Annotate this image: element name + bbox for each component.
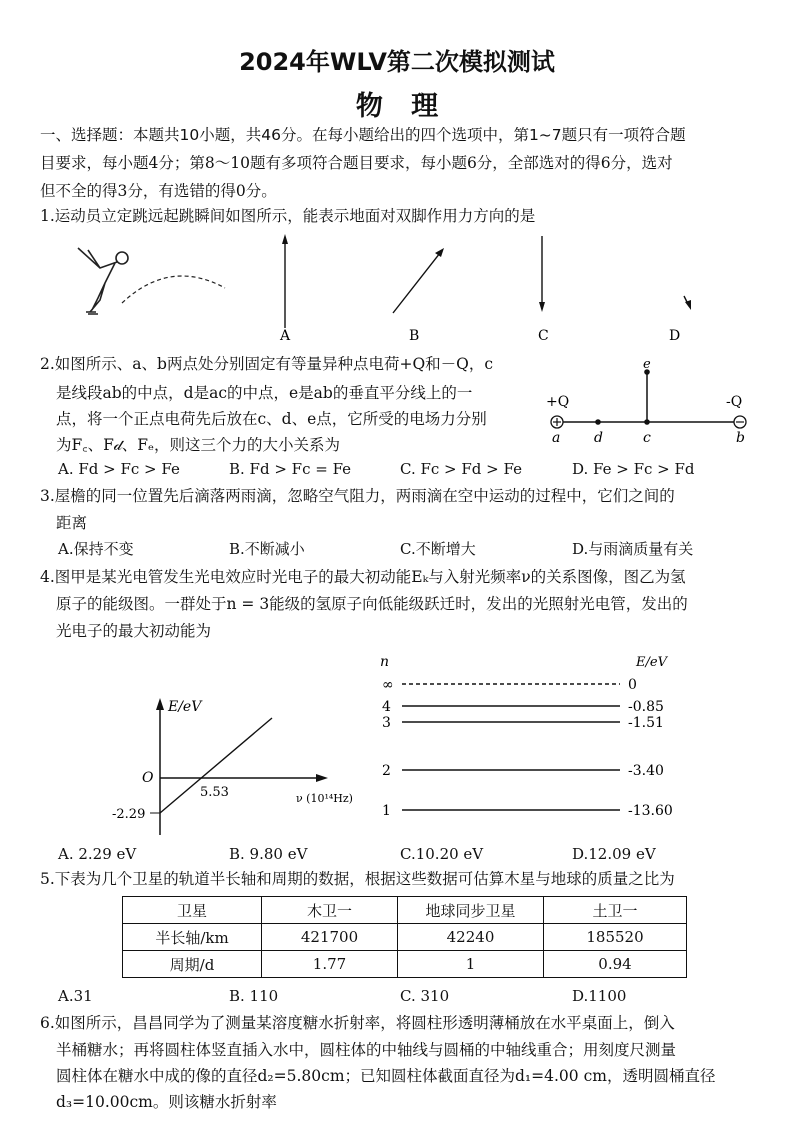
q4-line3: 光电子的最大初动能为 [56, 622, 212, 640]
section-instruction-line1: 一、选择题：本题共10小题，共46分。在每小题给出的四个选项中，第1~7题只有一项符合题 [40, 126, 686, 144]
table-header-cell: 木卫一 [262, 897, 398, 924]
energy-level-n: 2 [382, 763, 391, 779]
q4-option-a: A. 2.29 eV [58, 845, 137, 863]
arrow-b-head [435, 248, 444, 257]
q2-option-d: D. Fe > Fc > Fd [572, 460, 695, 478]
graph-intercept-x: 5.53 [200, 785, 229, 800]
q2-option-b: B. Fd > Fc = Fe [229, 460, 352, 478]
q4-option-c: C.10.20 eV [400, 845, 484, 863]
energy-level-n: 1 [382, 803, 391, 819]
graph-ylabel: E/eV [168, 699, 202, 715]
levels-n-label: n [380, 654, 390, 670]
table-row [123, 951, 687, 978]
table-cell: 周期/d [123, 951, 262, 978]
arrow-b [393, 253, 440, 313]
table-header-cell: 土卫一 [544, 897, 687, 924]
q2-line2: 是线段ab的中点，d是ac的中点，e是ab的垂直平分线上的一 [56, 384, 473, 402]
table-cell: 42240 [398, 924, 544, 951]
q3-line2: 距离 [56, 514, 88, 532]
q6-line1: 6.如图所示，昌昌同学为了测量某溶度糖水折射率，将圆柱形透明薄桶放在水平桌面上，倒入 [40, 1014, 675, 1032]
table-header-cell: 地球同步卫星 [398, 897, 544, 924]
table-header-row [123, 897, 687, 924]
subject-title: 物 理 [355, 91, 439, 122]
jumper-figure [78, 248, 225, 314]
q1-stem: 1.运动员立定跳远起跳瞬间如图所示，能表示地面对双脚作用力方向的是 [40, 207, 536, 225]
q3-option-a: A.保持不变 [58, 540, 134, 558]
energy-level-n: 4 [382, 699, 391, 715]
table-cell: 1.77 [262, 951, 398, 978]
q4-graph [50, 690, 370, 840]
table-header-cell: 卫星 [123, 897, 262, 924]
q1-figure [60, 228, 750, 348]
energy-level-value: 0 [628, 677, 637, 693]
arrow-d-head [685, 300, 691, 310]
energy-level-value: -3.40 [628, 763, 664, 779]
levels-e-label: E/eV [636, 655, 667, 670]
table-cell: 1 [398, 951, 544, 978]
q3-option-d: D.与雨滴质量有关 [572, 540, 694, 558]
graph-intercept-y: -2.29 [112, 807, 146, 822]
label-a: A [280, 328, 291, 344]
section-instruction-line2: 目要求，每小题4分；第8～10题有多项符合题目要求，每小题6分，全部选对的得6分，选对 [40, 154, 673, 172]
q5-option-a: A.31 [58, 987, 93, 1005]
q4-energy-levels [380, 650, 700, 830]
q4-option-b: B. 9.80 eV [229, 845, 308, 863]
q5-option-d: D.1100 [572, 987, 627, 1005]
q6-line4: d₃=10.00cm。则该糖水折射率 [56, 1093, 277, 1111]
point-c [644, 419, 650, 425]
q3-option-c: C.不断增大 [400, 540, 476, 558]
energy-level-n: ∞ [382, 677, 394, 693]
exam-title: 2024年WLV第二次模拟测试 [239, 48, 555, 76]
label-a: a [552, 430, 561, 446]
table-cell: 185520 [544, 924, 687, 951]
point-d [595, 419, 601, 425]
levels [382, 677, 673, 819]
label-d: d [594, 430, 603, 446]
energy-level-value: -1.51 [628, 715, 664, 731]
q2-figure [540, 358, 770, 458]
graph-xlabel: ν (10¹⁴Hz) [296, 792, 353, 805]
arrow-a-head [282, 234, 288, 244]
q2-option-a: A. Fd > Fc > Fe [58, 460, 180, 478]
q4-line2: 原子的能级图。一群处于n = 3能级的氢原子向低能级跃迁时，发出的光照射光电管，发出的 [56, 595, 688, 613]
label-e: e [643, 358, 651, 372]
q2-line1: 2.如图所示、a、b两点处分别固定有等量异种点电荷+Q和－Q，c [40, 355, 494, 373]
q4-line1: 4.图甲是某光电管发生光电效应时光电子的最大初动能Eₖ与入射光频率ν的关系图像，图乙为氢 [40, 568, 686, 586]
q6-line3: 圆柱体在糖水中成的像的直径d₂=5.80cm；已知圆柱体截面直径为d₁=4.00 cm，透明圆桶直径 [56, 1067, 716, 1085]
label-plus-q: +Q [546, 394, 570, 410]
q3-option-b: B.不断减小 [229, 540, 305, 558]
table-cell: 421700 [262, 924, 398, 951]
q3-line1: 3.屋檐的同一位置先后滴落两雨滴，忽略空气阻力，两雨滴在空中运动的过程中，它们之间的 [40, 487, 675, 505]
q5-option-c: C. 310 [400, 987, 450, 1005]
label-minus-q: -Q [726, 394, 743, 410]
q4-option-d: D.12.09 eV [572, 845, 656, 863]
arrow-c-head [539, 302, 545, 312]
q5-table [122, 896, 687, 978]
energy-level-value: -0.85 [628, 699, 664, 715]
q2-line4: 为F꜀、F𝒹、Fₑ，则这三个力的大小关系为 [56, 436, 340, 454]
table-row [123, 924, 687, 951]
table-cell: 0.94 [544, 951, 687, 978]
section-instruction-line3: 但不全的得3分，有选错的得0分。 [40, 182, 277, 200]
q2-line3: 点，将一个正点电荷先后放在c、d、e点，它所受的电场力分别 [56, 410, 487, 428]
q5-option-b: B. 110 [229, 987, 279, 1005]
table-cell: 半长轴/km [123, 924, 262, 951]
q6-line2: 半桶糖水；再将圆柱体竖直插入水中，圆柱体的中轴线与圆桶的中轴线重合；用刻度尺测量 [56, 1041, 677, 1059]
label-b: b [736, 430, 745, 446]
energy-level-n: 3 [382, 715, 391, 731]
q5-stem: 5.下表为几个卫星的轨道半长轴和周期的数据，根据这些数据可估算木星与地球的质量之比为 [40, 870, 675, 888]
label-c: c [643, 430, 651, 446]
label-b: B [409, 328, 420, 344]
energy-level-value: -13.60 [628, 803, 673, 819]
graph-origin: O [142, 770, 154, 786]
label-c: C [538, 328, 549, 344]
q2-option-c: C. Fc > Fd > Fe [400, 460, 522, 478]
label-d: D [669, 328, 681, 344]
